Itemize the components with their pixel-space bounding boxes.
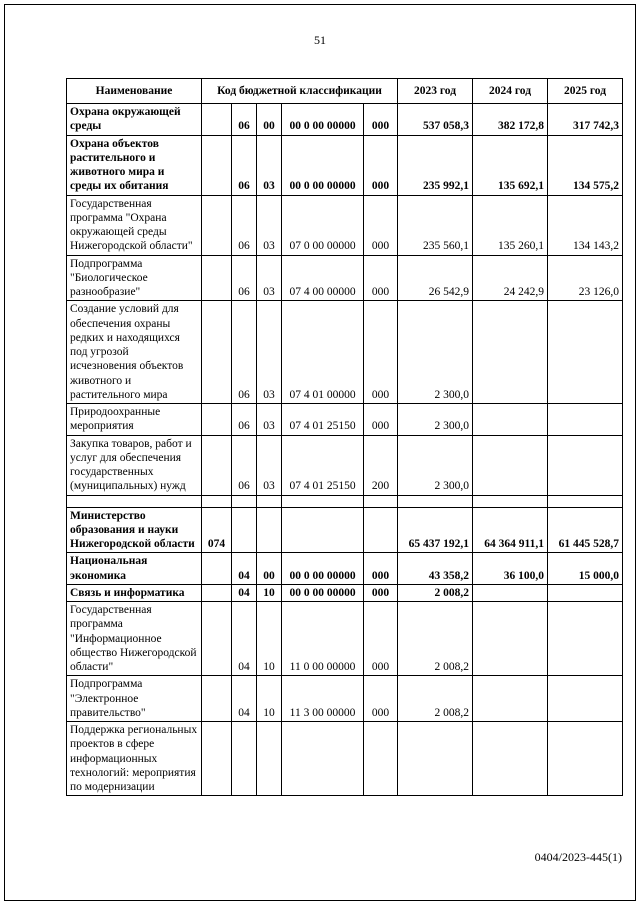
- cell-v2024: 36 100,0: [473, 553, 548, 585]
- cell-c5: 200: [364, 435, 398, 495]
- cell-c4: 00 0 00 00000: [282, 553, 364, 585]
- cell-c1: [202, 435, 232, 495]
- table-row: [67, 255, 623, 301]
- table-row: [67, 104, 623, 136]
- table-row: [67, 553, 623, 585]
- cell-c5: 000: [364, 104, 398, 136]
- cell-c3: 03: [257, 135, 282, 195]
- cell-c3: 03: [257, 435, 282, 495]
- cell-v2025: 134 143,2: [548, 195, 623, 255]
- cell-v2024: 135 260,1: [473, 195, 548, 255]
- cell-c2: 06: [232, 195, 257, 255]
- cell-v2023: [398, 722, 473, 796]
- table-row: [67, 301, 623, 404]
- cell-name: Поддержка региональных проектов в сфере информационных технологий: мероприятия по модернизации: [67, 722, 202, 796]
- cell-v2025: [548, 676, 623, 722]
- cell-c5: 000: [364, 255, 398, 301]
- cell-v2025: [548, 584, 623, 601]
- cell-c4: 07 4 01 25150: [282, 404, 364, 436]
- cell-c1: [202, 255, 232, 301]
- cell-v2024: 135 692,1: [473, 135, 548, 195]
- table-row: [67, 435, 623, 495]
- cell-c1: 074: [202, 507, 232, 553]
- cell-v2025: 61 445 528,7: [548, 507, 623, 553]
- cell-v2024: [473, 404, 548, 436]
- cell-c5: 000: [364, 584, 398, 601]
- table-row: [67, 195, 623, 255]
- cell-c4: 07 4 01 00000: [282, 301, 364, 404]
- cell-c3: 03: [257, 404, 282, 436]
- cell-v2023: 235 560,1: [398, 195, 473, 255]
- cell-name: Подпрограмма "Электронное правительство": [67, 676, 202, 722]
- cell-c5: 000: [364, 301, 398, 404]
- cell-c3: 03: [257, 301, 282, 404]
- cell-c4: 07 4 01 25150: [282, 435, 364, 495]
- table-row: [67, 584, 623, 601]
- cell-c1: [202, 553, 232, 585]
- cell-c3: 00: [257, 104, 282, 136]
- cell-v2024: [473, 722, 548, 796]
- cell-c5: 000: [364, 602, 398, 676]
- cell-v2023: 2 008,2: [398, 676, 473, 722]
- table-row: [67, 602, 623, 676]
- cell-c2: 04: [232, 676, 257, 722]
- cell-c4: 07 4 00 00000: [282, 255, 364, 301]
- cell-v2023: 65 437 192,1: [398, 507, 473, 553]
- cell-c4: [282, 722, 364, 796]
- cell-c5: [364, 495, 398, 507]
- table-row: [67, 507, 623, 553]
- cell-v2023: 537 058,3: [398, 104, 473, 136]
- cell-c2: [232, 507, 257, 553]
- budget-table: [66, 78, 623, 796]
- cell-name: Связь и информатика: [67, 584, 202, 601]
- document-code: 0404/2023-445(1): [534, 850, 622, 864]
- cell-c3: [257, 722, 282, 796]
- cell-v2025: 134 575,2: [548, 135, 623, 195]
- cell-v2025: [548, 301, 623, 404]
- cell-c1: [202, 722, 232, 796]
- cell-c2: 06: [232, 255, 257, 301]
- cell-c3: [257, 507, 282, 553]
- cell-v2025: 15 000,0: [548, 553, 623, 585]
- header-2024: 2024 год: [473, 79, 548, 104]
- cell-c2: 04: [232, 553, 257, 585]
- cell-v2025: [548, 602, 623, 676]
- cell-v2025: 23 126,0: [548, 255, 623, 301]
- cell-c1: [202, 104, 232, 136]
- cell-name: Охрана окружающей среды: [67, 104, 202, 136]
- cell-name: Природоохранные мероприятия: [67, 404, 202, 436]
- cell-v2023: [398, 495, 473, 507]
- cell-c1: [202, 195, 232, 255]
- cell-v2023: 2 300,0: [398, 301, 473, 404]
- cell-name: Охрана объектов растительного и животного мира и среды их обитания: [67, 135, 202, 195]
- table-body: [67, 104, 623, 796]
- cell-v2024: [473, 584, 548, 601]
- cell-c3: 10: [257, 676, 282, 722]
- table-row: [67, 676, 623, 722]
- cell-c1: [202, 301, 232, 404]
- cell-c5: 000: [364, 135, 398, 195]
- cell-c2: [232, 722, 257, 796]
- cell-c5: 000: [364, 553, 398, 585]
- cell-c3: [257, 495, 282, 507]
- cell-c1: [202, 404, 232, 436]
- cell-c1: [202, 135, 232, 195]
- spacer-row: [67, 495, 623, 507]
- cell-c3: 10: [257, 602, 282, 676]
- cell-c2: [232, 495, 257, 507]
- cell-c2: 06: [232, 301, 257, 404]
- cell-v2023: 2 300,0: [398, 435, 473, 495]
- cell-v2025: [548, 435, 623, 495]
- cell-v2025: [548, 495, 623, 507]
- cell-v2023: 2 008,2: [398, 584, 473, 601]
- cell-v2025: [548, 722, 623, 796]
- cell-v2023: 2 300,0: [398, 404, 473, 436]
- cell-c1: [202, 495, 232, 507]
- cell-name: Закупка товаров, работ и услуг для обеспечения государственных (муниципальных) нужд: [67, 435, 202, 495]
- cell-c4: 11 3 00 00000: [282, 676, 364, 722]
- table-row: [67, 404, 623, 436]
- cell-v2024: [473, 301, 548, 404]
- cell-name: Государственная программа "Информационное общество Нижегородской области": [67, 602, 202, 676]
- cell-c5: 000: [364, 676, 398, 722]
- header-2025: 2025 год: [548, 79, 623, 104]
- cell-c2: 04: [232, 584, 257, 601]
- cell-v2025: [548, 404, 623, 436]
- cell-c5: 000: [364, 195, 398, 255]
- cell-c3: 03: [257, 195, 282, 255]
- cell-c3: 10: [257, 584, 282, 601]
- cell-v2024: 24 242,9: [473, 255, 548, 301]
- cell-c2: 06: [232, 404, 257, 436]
- cell-c5: 000: [364, 404, 398, 436]
- cell-c4: 00 0 00 00000: [282, 104, 364, 136]
- table-row: [67, 135, 623, 195]
- header-row: [67, 79, 623, 104]
- cell-c2: 04: [232, 602, 257, 676]
- cell-name: Национальная экономика: [67, 553, 202, 585]
- cell-v2023: 235 992,1: [398, 135, 473, 195]
- cell-v2025: 317 742,3: [548, 104, 623, 136]
- cell-c5: [364, 722, 398, 796]
- cell-name: Министерство образования и науки Нижегородской области: [67, 507, 202, 553]
- cell-v2024: [473, 602, 548, 676]
- cell-c1: [202, 676, 232, 722]
- cell-name: Подпрограмма "Биологическое разнообразие": [67, 255, 202, 301]
- cell-c4: [282, 495, 364, 507]
- cell-name: Создание условий для обеспечения охраны редких и находящихся под угрозой исчезновения объектов животного и растительного мира: [67, 301, 202, 404]
- cell-v2023: 43 358,2: [398, 553, 473, 585]
- cell-c4: 00 0 00 00000: [282, 584, 364, 601]
- cell-name: [67, 495, 202, 507]
- cell-c3: 00: [257, 553, 282, 585]
- cell-c1: [202, 584, 232, 601]
- cell-v2024: 64 364 911,1: [473, 507, 548, 553]
- header-code: Код бюджетной классификации: [202, 79, 398, 104]
- cell-v2024: [473, 435, 548, 495]
- cell-name: Государственная программа "Охрана окружающей среды Нижегородской области": [67, 195, 202, 255]
- cell-c2: 06: [232, 104, 257, 136]
- cell-c2: 06: [232, 135, 257, 195]
- cell-c1: [202, 602, 232, 676]
- cell-c4: 07 0 00 00000: [282, 195, 364, 255]
- cell-c2: 06: [232, 435, 257, 495]
- cell-c4: 11 0 00 00000: [282, 602, 364, 676]
- cell-v2024: [473, 495, 548, 507]
- cell-c4: [282, 507, 364, 553]
- cell-v2024: 382 172,8: [473, 104, 548, 136]
- header-2023: 2023 год: [398, 79, 473, 104]
- cell-v2023: 26 542,9: [398, 255, 473, 301]
- cell-v2024: [473, 676, 548, 722]
- page-number: 51: [314, 33, 326, 47]
- header-name: Наименование: [67, 79, 202, 104]
- cell-c4: 00 0 00 00000: [282, 135, 364, 195]
- cell-v2023: 2 008,2: [398, 602, 473, 676]
- cell-c3: 03: [257, 255, 282, 301]
- table-row: [67, 722, 623, 796]
- cell-c5: [364, 507, 398, 553]
